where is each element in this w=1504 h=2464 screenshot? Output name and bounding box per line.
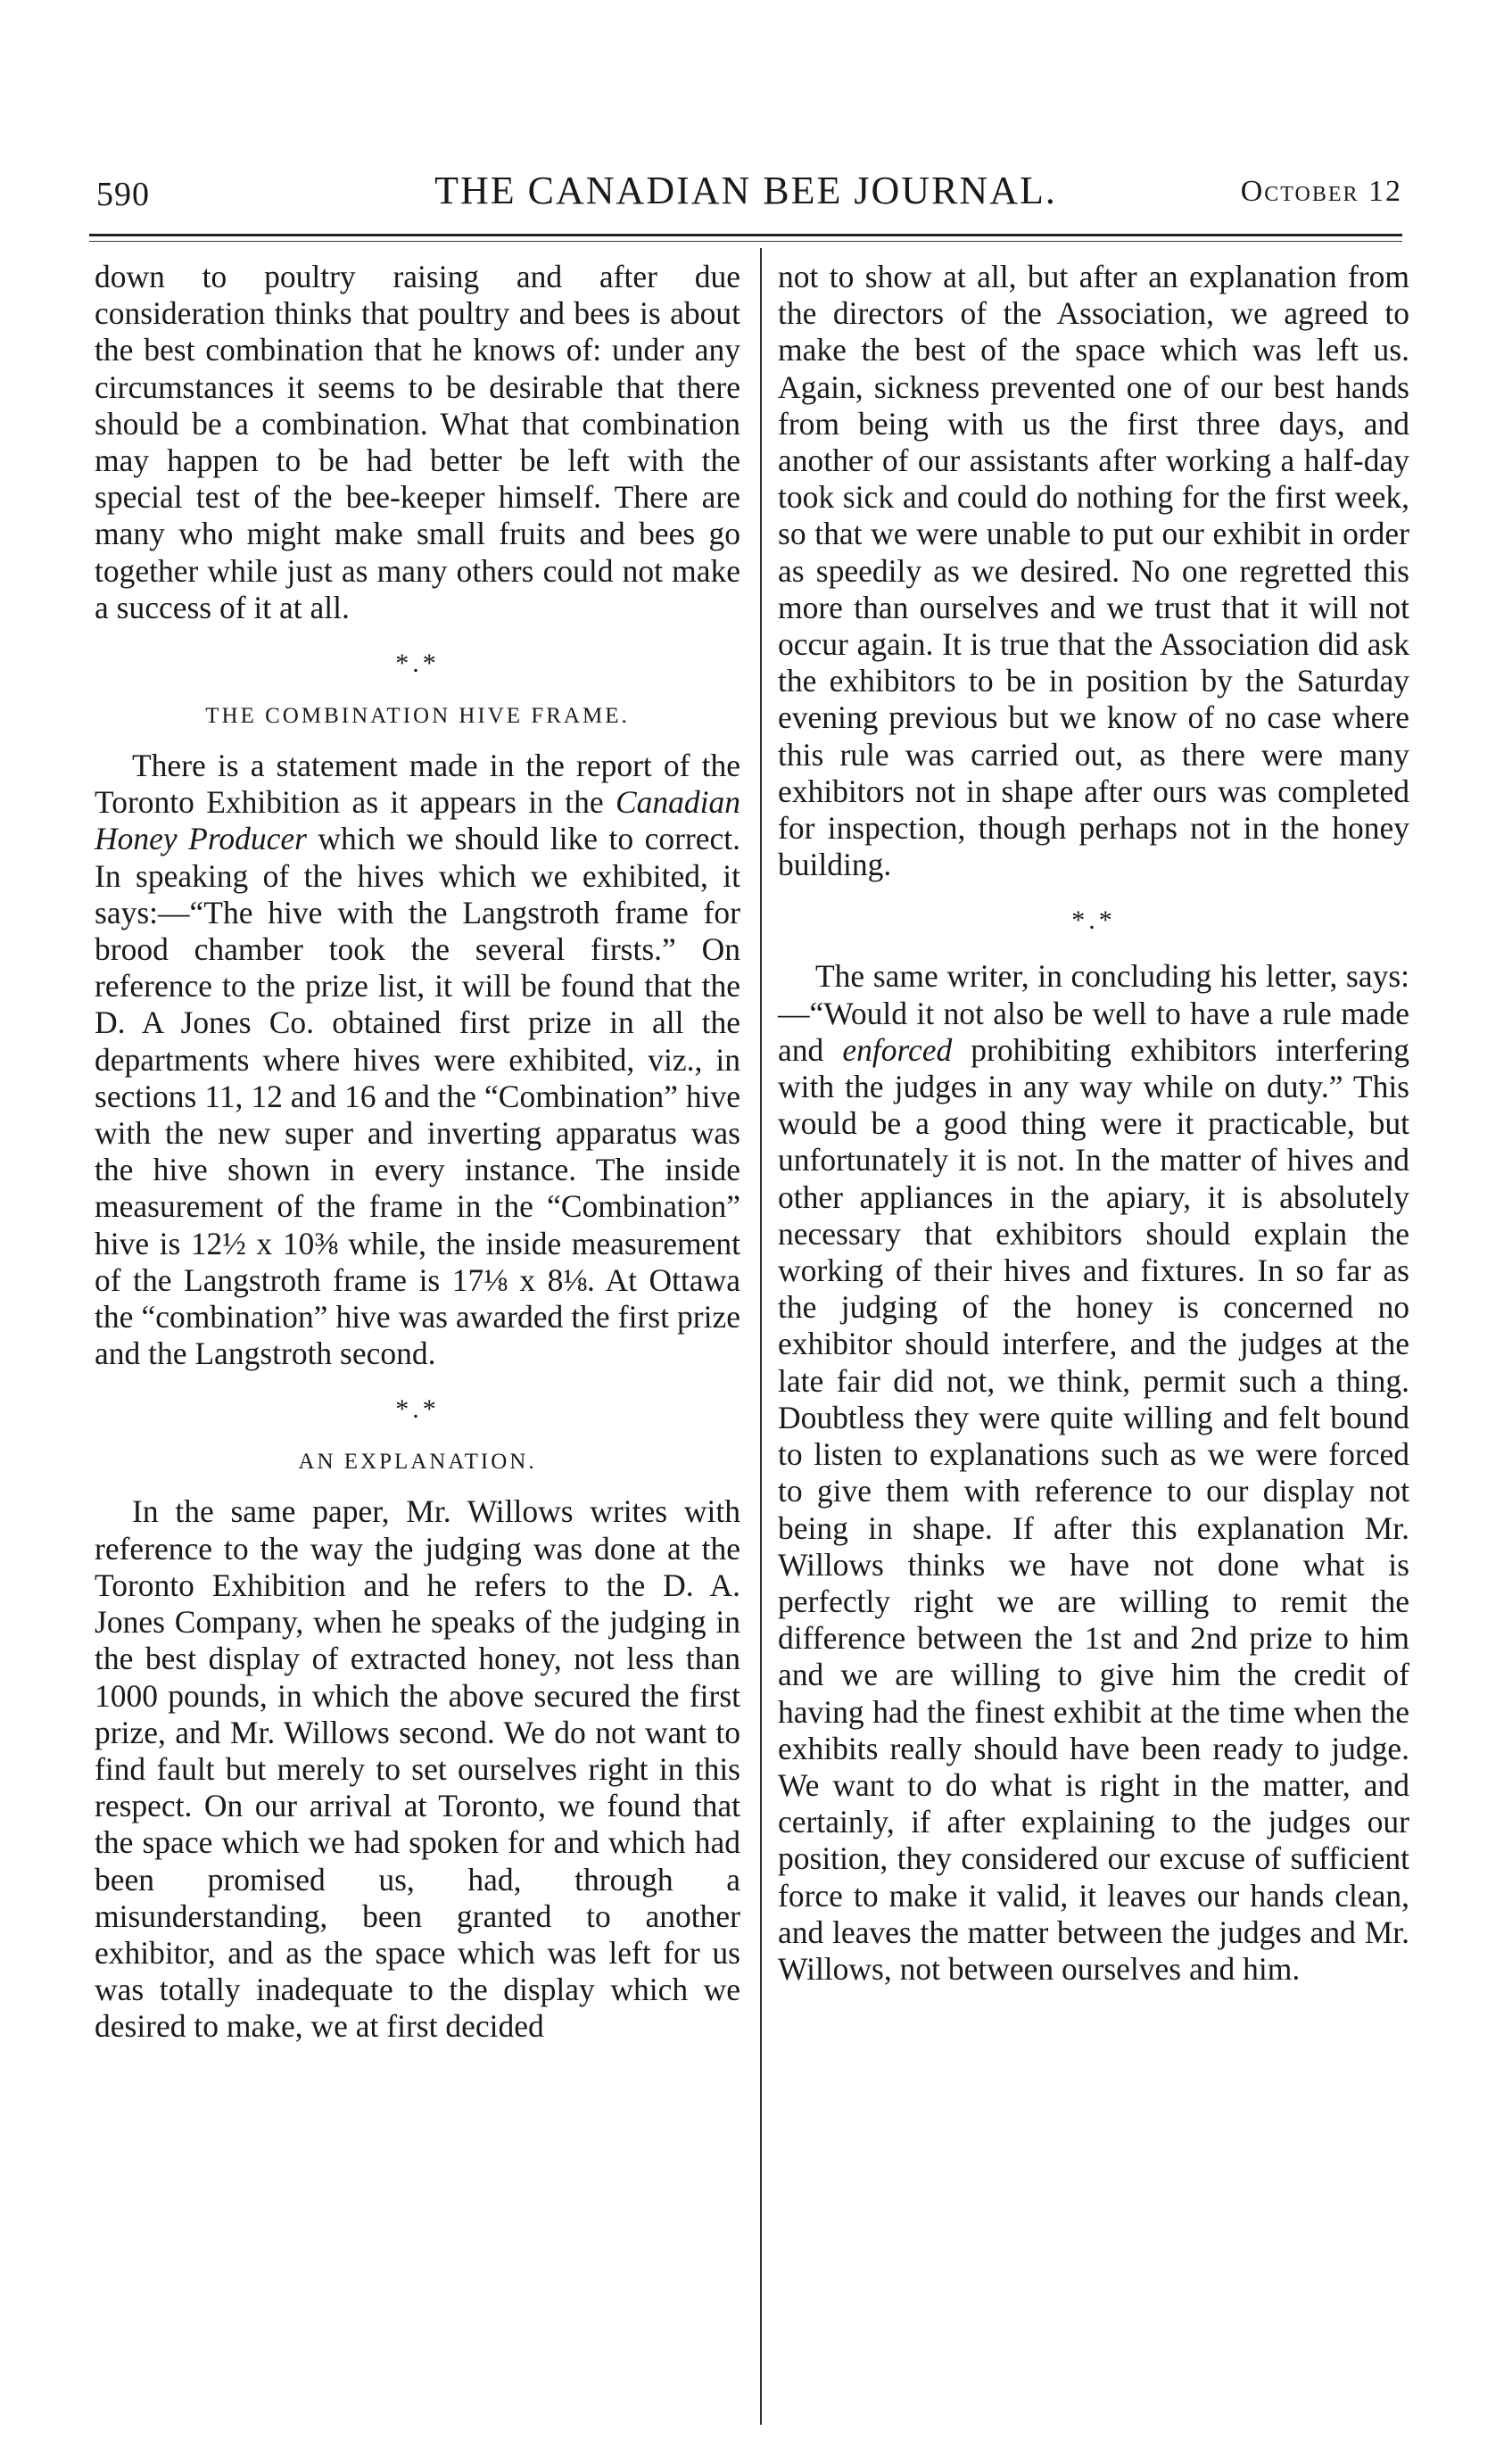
journal-title: THE CANADIAN BEE JOURNAL.	[434, 169, 1057, 212]
right-column	[778, 259, 1409, 1988]
column-divider	[760, 248, 762, 2425]
section-separator-stars: *.*	[1071, 905, 1116, 936]
paragraph-poultry: down to poultry raising and after due consideration thinks that poultry and bees is about the best combination that he knows of: under any circumstances it seems to be desirable that there should be a combination. What that combination may happen to be had better be left with the special test of the bee-keeper himself. There are many who might make small fruits and bees go together while just as many others could not make a success of it at all.	[95, 259, 740, 625]
heading-combination-hive-frame: THE COMBINATION HIVE FRAME.	[205, 704, 630, 729]
page-number: 590	[96, 176, 150, 213]
emphasized-word: enforced	[842, 1031, 953, 1068]
paragraph-text: There is a statement made in the report of the Toronto Exhibition as it appears in the	[95, 748, 740, 821]
paragraph-explanation: In the same paper, Mr. Willows writes with reference to the way the judging was done at the Toronto Exhibition and he refers to the D. A. Jones Company, when he speaks of the judging in the best display of extracted honey, not less than 1000 pounds, in which the above secured the first prize, and Mr. Willows second. We do not want to find fault but merely to set ourselves right in this respect. On our arrival at Toronto, we found that the space which we had spoken for and which had been promised us, had, through a misunderstanding, been granted to another exhibitor, and as the space which was left for us was totally inadequate to the display which we desired to make, we at first decided	[95, 1493, 740, 2045]
publication-title: Canadian Honey Producer	[95, 784, 740, 857]
page-header	[89, 168, 1402, 221]
paragraph-concluding-letter	[778, 958, 1409, 1988]
paragraph-explanation-continued: not to show at all, but after an explanation from the directors of the Association, we agreed to make the best of the space which was left us. Again, sickness prevented one of our best hands from being with us the first three days, and another of our assistants after working a half-day took sick and could do nothing for the first week, so that we were unable to put our exhibit in order as speedily as we desired. No one regretted this more than ourselves and we trust that it will not occur again. It is true that the Association did ask the exhibitors to be in position by the Saturday evening previous but we know of no case where this rule was carried out, as there were many exhibitors not in shape after ours was completed for inspection, though perhaps not in the honey building.	[778, 259, 1409, 883]
paragraph-text: prohibiting exhibitors interfering with the judges in any way while on duty.” This would be a good thing were it practicable, but unfortunately it is not. In the matter of hives and other appliances in the apiary, it is absolutely necessary that exhibitors should explain the working of their hives and fixtures. In so far as the judging of the honey is concerned no exhibitor should interfere, and the judges at the late fair did not, we think, permit such a thing. Doubtless they were quite willing and felt bound to listen to explanations such as we were forced to give them with reference to our display not being in shape. If after this explanation Mr. Willows thinks we have not done what is perfectly right we are willing to remit the difference between the 1st and 2nd prize to him and we are willing to give him the credit of having had the finest exhibit at the time when the exhibits really should have been ready to judge. We want to do what is right in the matter, and certainly, if after explaining to the judges our position, they considered our excuse of sufficient force to make it valid, it leaves our hands clean, and leaves the matter between the judges and Mr. Willows, not between ourselves and him.	[778, 1031, 1409, 1987]
heading-an-explanation: AN EXPLANATION.	[298, 1450, 537, 1475]
paragraph-text: which we should like to correct. In speaking of the hives which we exhibited, it says:—“The hive with the Langstroth frame for brood chamber took the several firsts.” On reference to the prize list, it will be found that the D. A Jones Co. obtained first prize in all the departments where hives were exhibited, viz., in sections 11, 12 and 16 and the “Combination” hive with the new super and inverting apparatus was the hive shown in every instance. The inside measurement of the frame in the “Combination” hive is 12½ x 10⅜ while, the inside measurement of the Langstroth frame is 17⅛ x 8⅛. At Ottawa the “combination” hive was awarded the first prize and the Langstroth second.	[95, 821, 740, 1372]
paragraph-text: The same writer, in concluding his letter, says:—“Would it not also be well to have a rule made and	[778, 958, 1409, 1068]
header-rule	[89, 234, 1402, 236]
issue-date: October 12	[1240, 175, 1402, 208]
section-separator-stars: *.*	[395, 649, 440, 679]
header-rule-thin	[89, 241, 1402, 242]
section-separator-stars: *.*	[395, 1394, 440, 1425]
paragraph-combination-hive	[95, 748, 740, 1372]
left-column	[95, 259, 740, 2046]
